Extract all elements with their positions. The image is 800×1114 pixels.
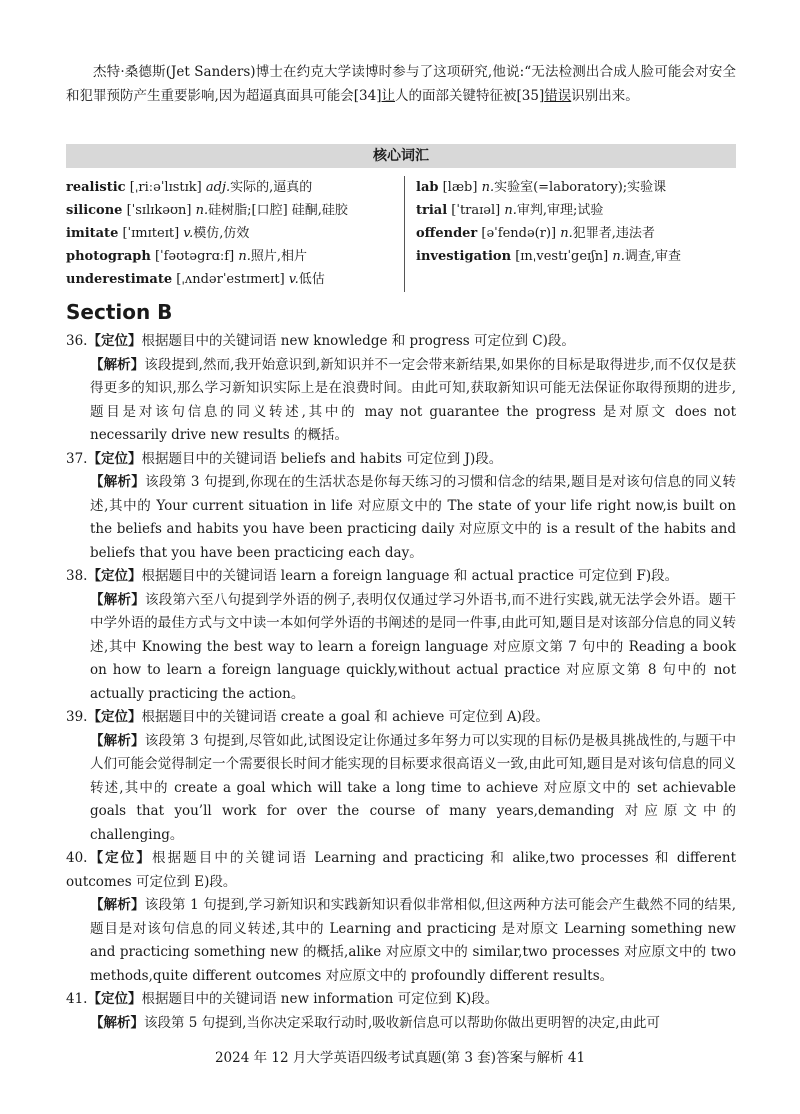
answer-item-36: 36.【定位】根据题目中的关键词语 new knowledge 和 progress 可定位到 C)段。 【解析】该段提到,然而,我开始意识到,新知识并不一定会带来新结果,如果你的目标是取得进步,而不仅仅是获得更多的知识,那么学习新知识实际上是在浪费时间。由此可知,获取新知识可能无法保证你取得预期的进步,题目是对该句信息的同义转述,其中的 may not guarantee the progress 是对原文 does not necessarily drive new results 的概括。 [66, 333, 737, 443]
answer-34: 让 [381, 88, 396, 104]
answer-item-39: 39.【定位】根据题目中的关键词语 create a goal 和 achieve 可定位到 A)段。 【解析】该段第 3 句提到,尽管如此,试图设定让你通过多年努力可以实现的目标仍是极具挑战性的,与题干中人们可能会觉得制定一个需要很长时间才能实现的目标要求很高语义一致,由此可知,题目是对该句信息的同义转述,其中的 create a goal which will take a long time to achieve 对应原文中的 set achievable goals that you’ll work for over the course of many years,demanding 对应原文中的 challenging。 [66, 709, 737, 843]
vocab-entry: imitate [ˈɪmɪteɪt] v.模仿,仿效 [66, 226, 250, 241]
vocab-table [66, 176, 736, 292]
answer-35: 错误 [544, 88, 572, 104]
vocab-entry: offender [əˈfendə(r)] n.犯罪者,违法者 [416, 226, 655, 241]
vocab-right-column [416, 176, 736, 268]
vocab-section-title: 核心词汇 [66, 144, 736, 168]
vocab-entry: photograph [ˈfəʊtəgrɑːf] n.照片,相片 [66, 249, 307, 264]
vocab-entry: silicone [ˈsɪlɪkəʊn] n.硅树脂;[口腔] 硅酮,硅胶 [66, 203, 348, 218]
answer-item-41: 41.【定位】根据题目中的关键词语 new information 可定位到 K)段。 【解析】该段第 5 句提到,当你决定采取行动时,吸收新信息可以帮助你做出更明智的决定,由此可 [66, 991, 661, 1031]
section-b-heading: Section B [66, 300, 173, 324]
answer-item-38: 38.【定位】根据题目中的关键词语 learn a foreign language 和 actual practice 可定位到 F)段。 【解析】该段第六至八句提到学外语的例子,表明仅仅通过学习外语书,而不进行实践,就无法学会外语。题干中学外语的最佳方式与文中读一本如何学外语的书阐述的是同一件事,由此可知,题目是对该部分信息的同义转述,其中 Knowing the best way to learn a foreign language 对应原文第 7 句中的 Reading a book on how to learn a foreign language quickly,without actual practice 对应原文第 8 句中的 not actually practicing the action。 [66, 568, 737, 702]
intro-paragraph [66, 60, 736, 108]
intro-text-c: 识别出来。 [571, 88, 639, 104]
answer-item-37: 37.【定位】根据题目中的关键词语 beliefs and habits 可定位到 J)段。 【解析】该段第 3 句提到,你现在的生活状态是你每天练习的习惯和信念的结果,题目是对该句信息的同义转述,其中的 Your current situation in life 对应原文中的 The state of your life right now,is built on the beliefs and habits you have been practicing daily 对应原文中的 is a result of the habits and beliefs that you have been practicing each day。 [66, 450, 736, 561]
vocab-entry: lab [læb] n.实验室(=laboratory);实验课 [416, 180, 667, 195]
intro-text-a: 杰特·桑德斯(Jet Sanders)博士在约克大学读博时参与了这项研究,他说:“无法检测出合成人脸可能会对安全和犯罪预防产生重要影响,因为超逼真面具可能会[34] [66, 64, 736, 104]
vocab-entry: investigation [ɪnˌvestɪˈgeɪʃn] n.调查,审查 [416, 249, 681, 264]
vocab-left-column [66, 176, 396, 291]
intro-text-b: 人的面部关键特征被[35] [395, 88, 545, 104]
answer-item-40: 40.【定位】根据题目中的关键词语 Learning and practicing 和 alike,two processes 和 different outcomes 可定位到 E)段。 【解析】该段第 1 句提到,学习新知识和实践新知识看似非常相似,但这两种方法可能会产生截然不同的结果,题目是对该句信息的同义转述,其中的 Learning and practicing 是对原文 Learning something new and practicing something new 的概括,alike 对应原文中的 similar,two processes 对应原文中的 two methods,quite different outcomes 对应原文中的 profoundly different results。 [66, 850, 737, 984]
vocab-divider [404, 176, 405, 292]
page-footer: 2024 年 12 月大学英语四级考试真题(第 3 套)答案与解析 41 [214, 1050, 586, 1066]
vocab-entry: underestimate [ˌʌndərˈestɪmeɪt] v.低估 [66, 272, 325, 287]
answer-list [66, 330, 736, 1035]
vocab-entry: trial [ˈtraɪəl] n.审判,审理;试验 [416, 203, 604, 218]
vocab-entry: realistic [ˌriːəˈlɪstɪk] adj.实际的,逼真的 [66, 180, 313, 195]
